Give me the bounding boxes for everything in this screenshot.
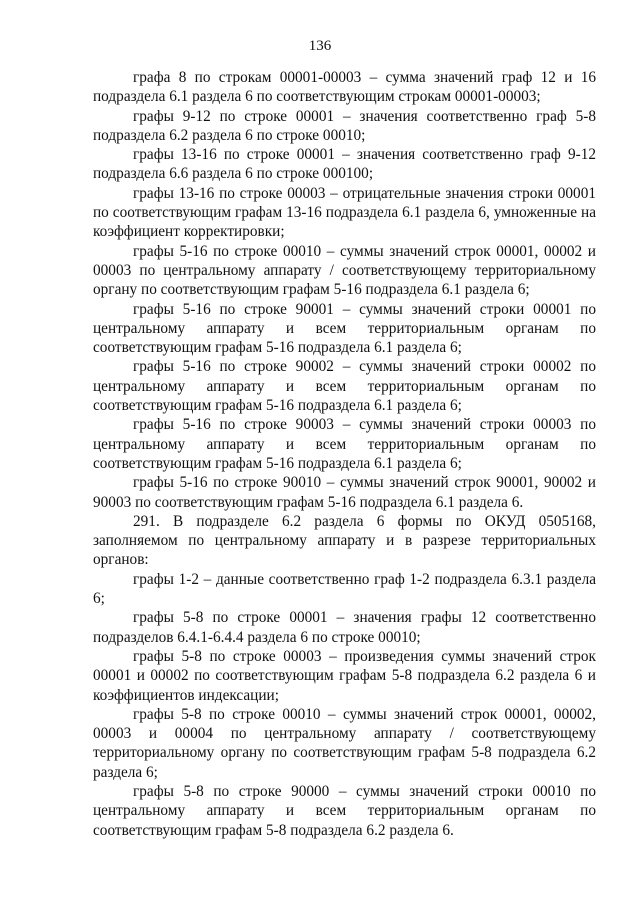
paragraph: графы 5-16 по строке 90002 – суммы значений строки 00002 по центральному аппарату и всем территориальным органам по соответствующим графам 5-16 подраздела 6.1 раздела 6; bbox=[93, 358, 596, 415]
paragraph: графа 8 по строкам 00001-00003 – сумма значений граф 12 и 16 подраздела 6.1 раздела 6 по соответствующим строкам 00001-00003; bbox=[93, 69, 596, 106]
section-paragraph-291: 291. В подразделе 6.2 раздела 6 формы по ОКУД 0505168, заполняемом по центральному аппарату и в разрезе территориальных органов: bbox=[93, 512, 596, 569]
paragraph: графы 5-16 по строке 90001 – суммы значений строки 00001 по центральному аппарату и всем территориальным органам по соответствующим графам 5-16 подраздела 6.1 раздела 6; bbox=[93, 300, 596, 357]
paragraph: графы 5-16 по строке 00010 – суммы значений строк 00001, 00002 и 00003 по центральному аппарату / соответствующему территориальному органу по соответствующим графам 5-16 подраздела 6.1 раздела 6; bbox=[93, 242, 596, 299]
paragraph: графы 5-8 по строке 90000 – суммы значений строки 00010 по центральному аппарату и всем территориальным органам по соответствующим графам 5-8 подраздела 6.2 раздела 6. bbox=[93, 782, 596, 839]
paragraph: графы 9-12 по строке 00001 – значения соответственно граф 5-8 подраздела 6.2 раздела 6 по строке 00010; bbox=[93, 107, 596, 144]
paragraph: графы 5-8 по строке 00001 – значения графы 12 соответственно подразделов 6.4.1-6.4.4 раздела 6 по строке 00010; bbox=[93, 609, 596, 646]
paragraph: графы 5-16 по строке 90010 – суммы значений строк 90001, 90002 и 90003 по соответствующим графам 5-16 подраздела 6.1 раздела 6. bbox=[93, 474, 596, 511]
page-number: 136 bbox=[308, 38, 332, 54]
paragraph: графы 5-16 по строке 90003 – суммы значений строки 00003 по центральному аппарату и всем территориальным органам по соответствующим графам 5-16 подраздела 6.1 раздела 6; bbox=[93, 416, 596, 472]
paragraph: графы 1-2 – данные соответственно граф 1-2 подраздела 6.3.1 раздела 6; bbox=[93, 570, 596, 608]
paragraph: графы 5-8 по строке 00003 – произведения суммы значений строк 00001 и 00002 по соответствующим графам 5-8 подраздела 6.2 раздела 6 и коэффициентов индексации; bbox=[93, 647, 596, 704]
paragraph: графы 13-16 по строке 00003 – отрицательные значения строки 00001 по соответствующим графам 13-16 подраздела 6.1 раздела 6, умноженные на коэффициент корректировки; bbox=[93, 184, 596, 241]
paragraph: графы 13-16 по строке 00001 – значения соответственно граф 9-12 подраздела 6.6 раздела 6 по строке 000100; bbox=[93, 146, 596, 183]
document-body bbox=[93, 68, 596, 840]
paragraph: графы 5-8 по строке 00010 – суммы значений строк 00001, 00002, 00003 и 00004 по центральному аппарату / соответствующему территориальному органу по соответствующим графам 5-8 подраздела 6.2 раздела 6; bbox=[93, 705, 596, 781]
